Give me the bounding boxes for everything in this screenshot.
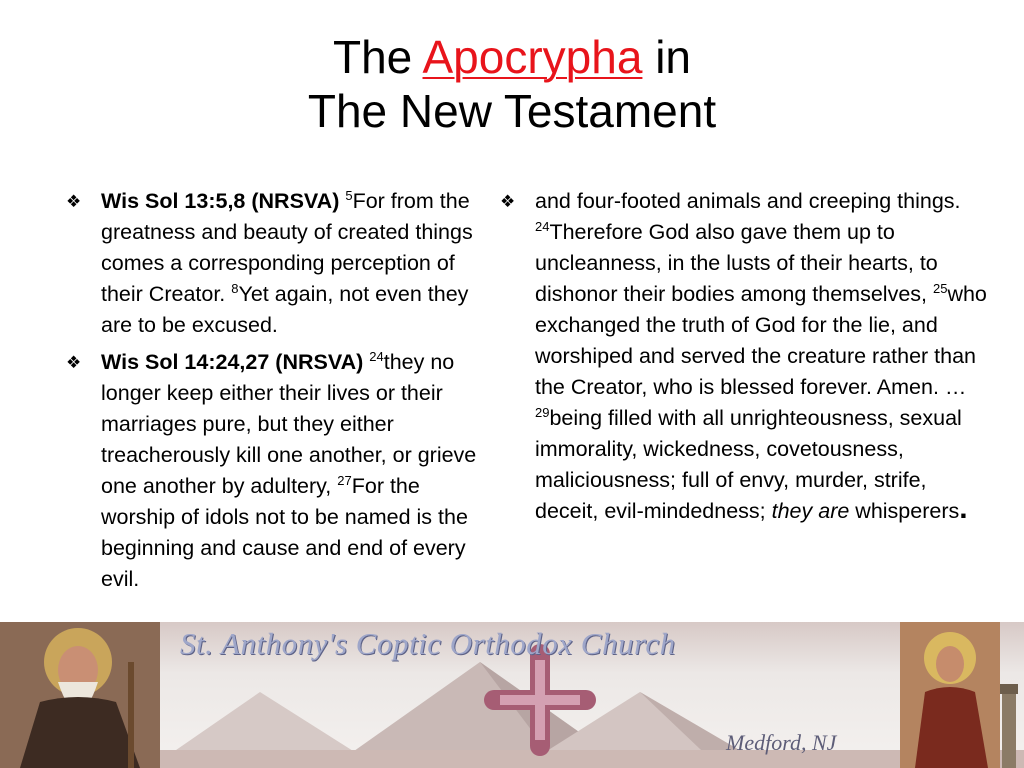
diamond-bullet-icon: ❖ bbox=[66, 192, 82, 211]
verse-number: 24 bbox=[535, 218, 550, 234]
verse-text: being filled with all unrighteousness, sexual immorality, wickedness, covetousness, maliciousness; full of envy, murder, strife, deceit, evil-mindedness; bbox=[535, 406, 962, 523]
staff-icon bbox=[128, 662, 134, 768]
church-banner bbox=[0, 622, 1024, 768]
church-name: St. Anthony's Coptic Orthodox Church bbox=[180, 626, 676, 661]
verse-text: they no longer keep either their lives or their marriages pure, but they either treacherously kill one another, or grieve one another by adultery, bbox=[101, 350, 477, 498]
bullet-item bbox=[498, 186, 990, 527]
title-suffix: in bbox=[642, 31, 692, 83]
verse-text: Therefore God also gave them up to uncleanness, in the lusts of their hearts, to dishonor their bodies among themselves, bbox=[535, 220, 938, 306]
title-highlight: Apocrypha bbox=[422, 31, 643, 83]
verse-number: 8 bbox=[231, 280, 239, 296]
bullet-item bbox=[64, 186, 490, 341]
verse-text: and four-footed animals and creeping things. bbox=[535, 189, 961, 213]
saint-face-icon bbox=[936, 646, 964, 682]
lighthouse-icon bbox=[1002, 692, 1016, 768]
right-column bbox=[498, 186, 990, 533]
verse-number: 25 bbox=[932, 280, 948, 296]
verse-text: For the worship of idols not to be named is the beginning and cause and end of every evil. bbox=[101, 474, 468, 591]
verse-text: Yet again, not even they are to be excused. bbox=[101, 282, 469, 337]
verse-text: who exchanged the truth of God for the lie, and worshiped and served the creature rather than the Creator, who is blessed forever. Amen. … bbox=[535, 282, 987, 399]
left-column bbox=[64, 186, 490, 601]
title-line-2: The New Testament bbox=[307, 85, 717, 137]
verse-text: whisperers bbox=[849, 499, 960, 523]
diamond-bullet-icon: ❖ bbox=[66, 353, 82, 372]
verse-italic-text: they are bbox=[771, 499, 850, 523]
bullet-item bbox=[64, 347, 490, 595]
slide-title bbox=[0, 30, 1024, 138]
diamond-bullet-icon: ❖ bbox=[500, 192, 516, 211]
title-line-1 bbox=[0, 30, 1024, 84]
verse-number: 27 bbox=[337, 472, 352, 488]
verse-number: 5 bbox=[345, 187, 353, 203]
verse-end-period: . bbox=[959, 492, 968, 525]
title-prefix: The bbox=[332, 31, 423, 83]
church-location: Medford, NJ bbox=[726, 730, 837, 755]
verse-number: 24 bbox=[369, 348, 384, 364]
verse-text: For from the greatness and beauty of created things comes a corresponding perception of their Creator. bbox=[101, 189, 473, 306]
verse-reference: Wis Sol 13:5,8 (NRSVA) bbox=[101, 189, 340, 213]
verse-number: 29 bbox=[535, 404, 550, 420]
verse-reference: Wis Sol 14:24,27 (NRSVA) bbox=[101, 350, 364, 374]
